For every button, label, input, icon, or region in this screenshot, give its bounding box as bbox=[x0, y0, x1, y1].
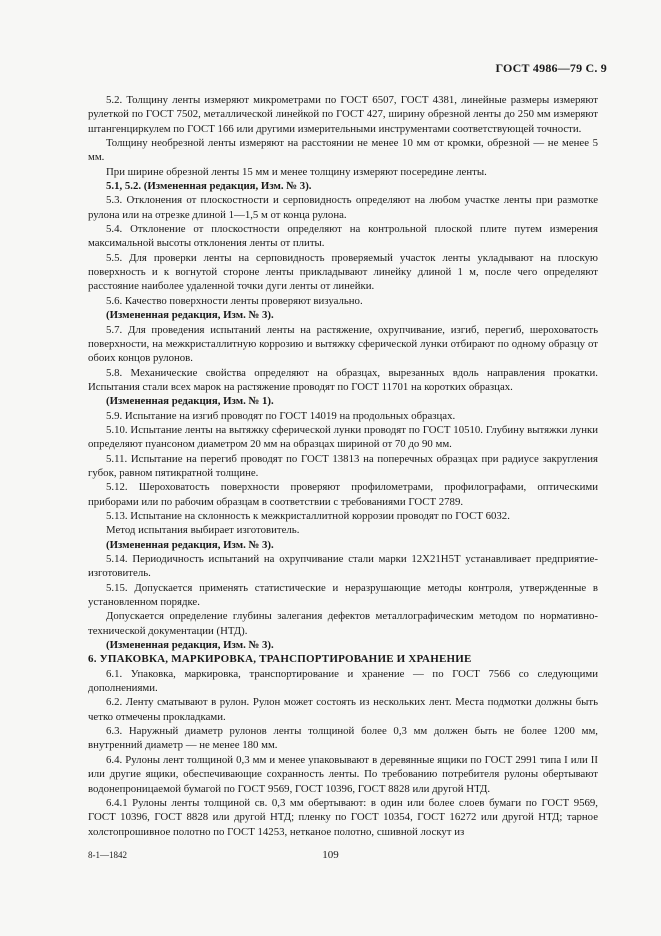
amendment-note: 5.1, 5.2. (Измененная редакция, Изм. № 3). bbox=[106, 180, 312, 193]
paragraph: 5.5. Для проверки ленты на серповидность проверяемый участок ленты укладывают на плоскую поверхность и к вогнутой стороне ленты прикладывают линейку длиной 1 м, после чего определяют расстояние наиболее удаленной точки дуги ленты от линейки. bbox=[88, 251, 598, 293]
section-title: 6. УПАКОВКА, МАРКИРОВКА, ТРАНСПОРТИРОВАНИЕ И ХРАНЕНИЕ bbox=[88, 653, 472, 666]
paragraph: 6.4. Рулоны лент толщиной 0,3 мм и менее упаковывают в деревянные ящики по ГОСТ 2991 типа I или II или другие ящики, обеспечивающие сохранность ленты. По требованию потребителя рулоны обертывают водонепроницаемой бумагой по ГОСТ 9569, ГОСТ 10396, ГОСТ 8828 или другой НТД. bbox=[88, 753, 598, 795]
paragraph: 5.9. Испытание на изгиб проводят по ГОСТ 14019 на продольных образцах. bbox=[106, 409, 456, 422]
paragraph: 5.8. Механические свойства определяют на образцах, вырезанных вдоль направления прокатки. Испытания стали всех марок на растяжение проводят по ГОСТ 11701 на коротких образцах. bbox=[88, 366, 598, 393]
paragraph: 5.12. Шероховатость поверхности проверяют профилометрами, профилографами, оптическими приборами или по рабочим образцам в соответствии с требованиями ГОСТ 2789. bbox=[88, 481, 598, 508]
amendment-note: (Измененная редакция, Изм. № 3). bbox=[106, 538, 274, 551]
paragraph: Метод испытания выбирает изготовитель. bbox=[106, 524, 300, 537]
paragraph: 6.2. Ленту сматывают в рулон. Рулон может состоять из нескольких лент. Места подмотки должны быть четко отмечены прокладками. bbox=[88, 696, 598, 723]
paragraph: 6.3. Наружный диаметр рулонов ленты толщиной более 0,3 мм должен быть не более 1200 мм, внутренний диаметр — не менее 180 мм. bbox=[88, 725, 598, 752]
paragraph: Толщину необрезной ленты измеряют на расстоянии не менее 10 мм от кромки, обрезной — не менее 5 мм. bbox=[88, 137, 598, 164]
page-number: 109 bbox=[322, 849, 339, 861]
paragraph: При ширине обрезной ленты 15 мм и менее толщину измеряют посередине ленты. bbox=[106, 165, 487, 178]
paragraph: 5.11. Испытание на перегиб проводят по ГОСТ 13813 на поперечных образцах при радиусе закругления губок, равном пятикратной толщине. bbox=[88, 452, 598, 479]
paragraph: Допускается определение глубины залегания дефектов металлографическим методом по нормативно-технической документации (НТД). bbox=[88, 610, 598, 637]
print-code: 8-1—1842 bbox=[88, 850, 127, 860]
amendment-note: (Измененная редакция, Изм. № 3). bbox=[106, 639, 274, 652]
paragraph: 5.7. Для проведения испытаний ленты на растяжение, охрупчивание, изгиб, перегиб, шероховатость поверхности, на межкристаллитную коррозию и вытяжку сферической лунки отбирают по одному образцу от обоих концов рулонов. bbox=[88, 323, 598, 365]
paragraph: 5.3. Отклонения от плоскостности и серповидность определяют на любом участке ленты при размотке рулона или на отрезке длиной 1—1,5 м от конца рулона. bbox=[88, 194, 598, 221]
paragraph: 5.6. Качество поверхности ленты проверяют визуально. bbox=[106, 294, 363, 307]
paragraph: 5.14. Периодичность испытаний на охрупчивание стали марки 12Х21Н5Т устанавливает предприятие-изготовитель. bbox=[88, 553, 598, 580]
amendment-note: (Измененная редакция, Изм. № 1). bbox=[106, 395, 274, 408]
document-body bbox=[88, 93, 598, 839]
paragraph: 6.1. Упаковка, маркировка, транспортирование и хранение — по ГОСТ 7566 со следующими дополнениями. bbox=[88, 667, 598, 695]
paragraph: 5.15. Допускается применять статистические и неразрушающие методы контроля, утвержденные в установленном порядке. bbox=[88, 581, 598, 609]
amendment-note: (Измененная редакция, Изм. № 3). bbox=[106, 309, 274, 322]
paragraph: 5.10. Испытание ленты на вытяжку сферической лунки проводят по ГОСТ 10510. Глубину вытяжки лунки определяют пуансоном диаметром 20 мм на образцах шириной от 70 до 90 мм. bbox=[88, 423, 598, 451]
paragraph: 5.4. Отклонение от плоскостности определяют на контрольной плоской плите путем измерения максимальной высоты отклонения ленты от плиты. bbox=[88, 223, 598, 250]
paragraph: 5.13. Испытание на склонность к межкристаллитной коррозии проводят по ГОСТ 6032. bbox=[106, 509, 510, 522]
paragraph: 6.4.1 Рулоны ленты толщиной св. 0,3 мм обертывают: в один или более слоев бумаги по ГОСТ 9569, ГОСТ 10396, ГОСТ 8828 или другой НТД; пленку по ГОСТ 10354, ГОСТ 16272 или другой НТД; тарное холстопрошивное полотно по ГОСТ 14253, нетканое полотно, сшивной лоскут из bbox=[88, 796, 598, 838]
standard-header: ГОСТ 4986—79 С. 9 bbox=[495, 61, 607, 75]
paragraph: 5.2. Толщину ленты измеряют микрометрами по ГОСТ 6507, ГОСТ 4381, линейные размеры измеряют рулеткой по ГОСТ 7502, металлической линейкой по ГОСТ 427, ширину обрезной ленты до 250 мм измеряют штангенциркулем по ГОСТ 166 или другими измерительными инструментами соответствующей точности. bbox=[88, 94, 598, 135]
